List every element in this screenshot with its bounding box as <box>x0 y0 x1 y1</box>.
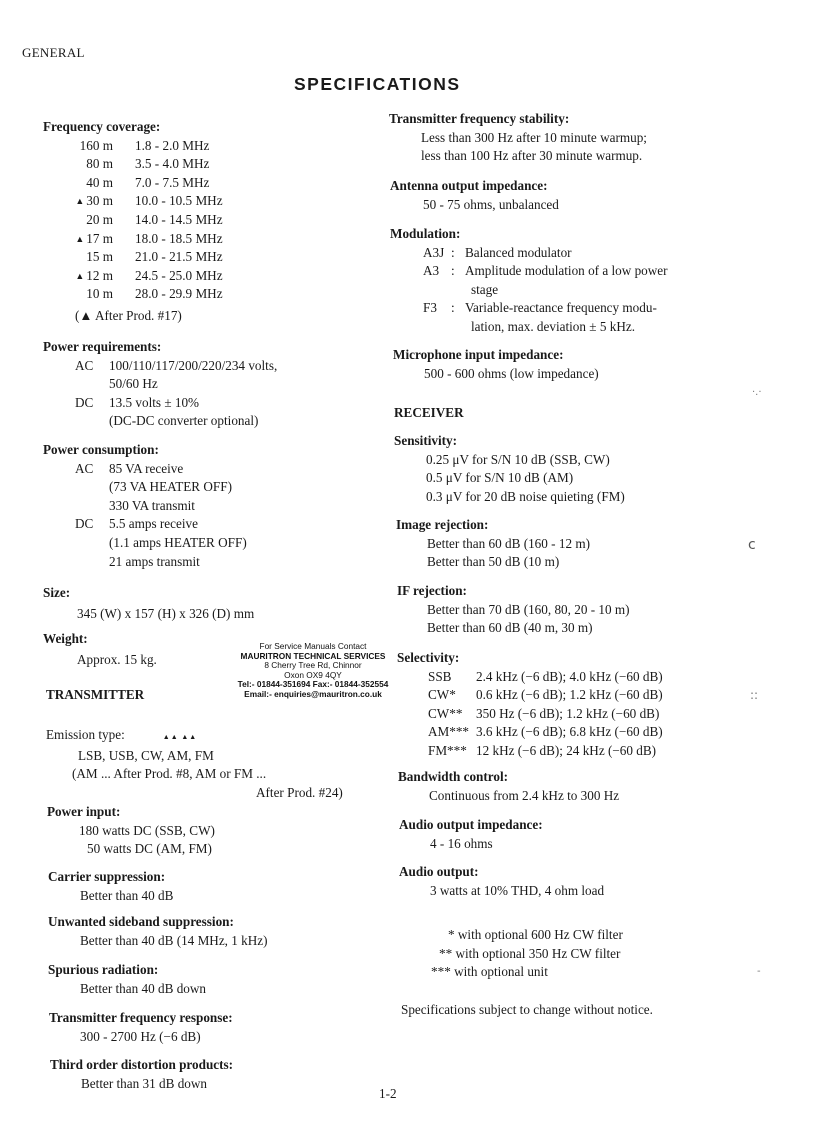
sensitivity-label: Sensitivity: <box>394 433 458 448</box>
service-contact-stamp <box>233 642 393 700</box>
weight-section <box>43 630 157 669</box>
bandwidth-control-section <box>398 768 619 805</box>
sensitivity-fm: 0.3 μV for 20 dB noise quieting (FM) <box>426 488 625 504</box>
spurious-radiation-label: Spurious radiation: <box>48 962 159 977</box>
third-order-label: Third order distortion products: <box>50 1057 234 1072</box>
unwanted-sideband-value: Better than 40 dB (14 MHz, 1 kHz) <box>80 932 268 948</box>
audio-output-value: 3 watts at 10% THD, 4 ohm load <box>430 882 605 898</box>
mode-f3: F3 <box>423 300 437 316</box>
frequency-response-value: 300 - 2700 Hz (−6 dB) <box>80 1028 201 1044</box>
modulation-section: Modulation: A3J : Balanced modulator A3 : Amplitude modulation of a low power stage F3 : Variable-reactance frequency modu- lation, max. deviation ± 5 kHz. <box>390 225 668 337</box>
band-name <box>43 211 113 230</box>
promo-line: Oxon OX9 4QY <box>284 669 342 680</box>
power-consumption-label: Power consumption: <box>43 442 159 457</box>
microphone-impedance-value: 500 - 600 ohms (low impedance) <box>424 365 599 381</box>
promo-phone: Tel:- 01844-351694 Fax:- 01844-352554 <box>237 679 389 690</box>
selectivity-table <box>397 668 663 761</box>
spurious-radiation-value: Better than 40 dB down <box>80 980 206 996</box>
stability-line1: Less than 300 Hz after 10 minute warmup; <box>421 129 647 145</box>
power-consumption-section <box>43 441 247 571</box>
triangle-marker-icon: ▲ <box>75 196 85 207</box>
mode-a3: A3 <box>423 263 440 279</box>
third-order-section <box>50 1056 233 1093</box>
dc-transmit: 21 amps transmit <box>109 553 200 569</box>
page-number: 1-2 <box>379 1086 397 1101</box>
band-name <box>43 192 113 211</box>
image-rejection-section <box>396 516 590 572</box>
band-range: 7.0 - 7.5 MHz <box>135 174 210 190</box>
band-list <box>43 137 223 304</box>
power-input-label: Power input: <box>47 804 121 819</box>
band-name <box>43 267 113 286</box>
audio-impedance-label: Audio output impedance: <box>399 817 543 832</box>
band-row <box>43 248 223 267</box>
band-name <box>43 248 113 267</box>
band-row <box>43 137 223 156</box>
band-range: 28.0 - 29.9 MHz <box>135 286 223 302</box>
ac-label: AC <box>75 357 94 373</box>
scan-speck: :: <box>750 688 759 702</box>
triangle-marker-icon: ▲ <box>75 233 85 244</box>
microphone-impedance-section <box>393 346 599 383</box>
footnote-2: ** with optional 350 Hz CW filter <box>439 945 621 961</box>
band-range: 1.8 - 2.0 MHz <box>135 137 210 153</box>
band-range: 3.5 - 4.0 MHz <box>135 156 210 172</box>
power-input-am: 50 watts DC (AM, FM) <box>87 841 212 857</box>
frequency-coverage-section <box>43 118 223 326</box>
audio-impedance-section <box>399 816 543 853</box>
band-row <box>43 174 223 193</box>
mode-f3-desc: Variable-reactance frequency modu- <box>465 300 657 316</box>
if-rejection-line1: Better than 70 dB (160, 80, 20 - 10 m) <box>427 601 630 617</box>
mode-a3j-desc: Balanced modulator <box>465 244 572 260</box>
antenna-impedance-section <box>390 177 559 214</box>
carrier-suppression-label: Carrier suppression: <box>48 869 166 884</box>
size-value: 345 (W) x 157 (H) x 326 (D) mm <box>77 605 255 621</box>
band-range: 18.0 - 18.5 MHz <box>135 230 223 246</box>
audio-impedance-value: 4 - 16 ohms <box>430 835 493 851</box>
band-row <box>43 267 223 286</box>
dc-label: DC <box>75 516 94 532</box>
page-title: SPECIFICATIONS <box>294 74 461 94</box>
scan-speck: c <box>748 537 756 553</box>
promo-email: Email:- enquiries@mauritron.co.uk <box>244 688 382 699</box>
if-rejection-section <box>397 582 630 638</box>
unwanted-sideband-section <box>48 913 268 950</box>
antenna-impedance-value: 50 - 75 ohms, unbalanced <box>423 196 559 212</box>
power-requirements-section <box>43 338 277 431</box>
band-name <box>43 174 113 193</box>
antenna-impedance-label: Antenna output impedance: <box>390 178 548 193</box>
band-label: 20 m <box>86 211 113 227</box>
unwanted-sideband-label: Unwanted sideband suppression: <box>48 914 234 929</box>
power-input-ssb: 180 watts DC (SSB, CW) <box>79 822 215 838</box>
receiver-heading: RECEIVER <box>394 405 464 420</box>
footnote-1: * with optional 600 Hz CW filter <box>448 927 623 942</box>
third-order-value: Better than 31 dB down <box>81 1075 207 1091</box>
sensitivity-ssb: 0.25 μV for S/N 10 dB (SSB, CW) <box>426 451 610 467</box>
band-row <box>43 230 223 249</box>
frequency-stability-section <box>389 110 647 166</box>
dc-voltage: 13.5 volts ± 10% <box>109 394 200 410</box>
band-label: 12 m <box>86 267 113 283</box>
carrier-suppression-section <box>48 868 173 905</box>
band-name <box>43 230 113 249</box>
selectivity-value: 0.6 kHz (−6 dB); 1.2 kHz (−60 dB) <box>476 687 663 703</box>
dc-converter-note: (DC-DC converter optional) <box>109 413 259 429</box>
selectivity-row <box>428 705 663 724</box>
sensitivity-section <box>394 432 625 506</box>
mode-a3-desc-cont: stage <box>471 281 499 297</box>
size-label: Size: <box>43 585 71 600</box>
promo-line: 8 Cherry Tree Rd, Chinnor <box>264 660 362 671</box>
spurious-radiation-section <box>48 961 206 998</box>
ac-transmit: 330 VA transmit <box>109 497 195 513</box>
emission-markers: ▲▲ ▲▲ <box>162 733 198 741</box>
frequency-response-label: Transmitter frequency response: <box>49 1010 233 1025</box>
size-section <box>43 584 254 623</box>
stability-line2: less than 100 Hz after 30 minute warmup. <box>421 148 643 164</box>
promo-line: For Service Manuals Contact <box>259 641 367 651</box>
band-label: 15 m <box>86 249 113 265</box>
selectivity-section <box>397 649 663 761</box>
power-input-section <box>47 803 215 859</box>
microphone-impedance-label: Microphone input impedance: <box>393 347 564 362</box>
section-header: GENERAL <box>22 45 85 60</box>
if-rejection-label: IF rejection: <box>397 583 467 598</box>
ac-label: AC <box>75 460 94 476</box>
band-label: 17 m <box>86 230 113 246</box>
dc-heater-off: (1.1 amps HEATER OFF) <box>109 534 247 550</box>
power-requirements-label: Power requirements: <box>43 339 162 354</box>
band-label: 160 m <box>79 137 113 153</box>
band-name <box>43 155 113 174</box>
change-notice: Specifications subject to change without notice. <box>401 1002 653 1017</box>
ac-voltage: 100/110/117/200/220/234 volts, <box>109 357 278 373</box>
band-label: 40 m <box>86 174 113 190</box>
selectivity-row <box>428 668 663 687</box>
selectivity-mode: CW* <box>428 687 456 703</box>
selectivity-mode: FM*** <box>428 742 467 758</box>
emission-note-cont: After Prod. #24) <box>256 784 343 800</box>
weight-value: Approx. 15 kg. <box>77 651 157 667</box>
emission-value: LSB, USB, CW, AM, FM <box>78 747 214 763</box>
band-row <box>43 155 223 174</box>
ac-receive: 85 VA receive <box>109 460 184 476</box>
selectivity-label: Selectivity: <box>397 650 460 665</box>
image-rejection-line1: Better than 60 dB (160 - 12 m) <box>427 535 590 551</box>
image-rejection-line2: Better than 50 dB (10 m) <box>427 554 560 570</box>
band-range: 24.5 - 25.0 MHz <box>135 267 223 283</box>
frequency-stability-label: Transmitter frequency stability: <box>389 111 570 126</box>
mode-a3j: A3J <box>423 244 445 260</box>
mode-a3-desc: Amplitude modulation of a low power <box>465 263 668 279</box>
selectivity-row <box>428 686 663 705</box>
band-range: 10.0 - 10.5 MHz <box>135 193 223 209</box>
bandwidth-control-value: Continuous from 2.4 kHz to 300 Hz <box>429 787 620 803</box>
bandwidth-control-label: Bandwidth control: <box>398 769 509 784</box>
band-label: 80 m <box>86 156 113 172</box>
footnote-3: *** with optional unit <box>431 964 548 980</box>
triangle-marker-icon: ▲ <box>75 270 85 281</box>
audio-output-label: Audio output: <box>399 864 479 879</box>
band-row <box>43 192 223 211</box>
scan-speck: ·.· <box>752 387 762 398</box>
selectivity-value: 2.4 kHz (−6 dB); 4.0 kHz (−60 dB) <box>476 668 663 684</box>
footnotes <box>430 926 623 982</box>
frequency-response-section <box>49 1009 233 1046</box>
carrier-suppression-value: Better than 40 dB <box>80 887 174 903</box>
band-note: (▲ After Prod. #17) <box>75 307 182 323</box>
mode-f3-desc-cont: lation, max. deviation ± 5 kHz. <box>471 318 635 334</box>
band-label: 10 m <box>86 286 113 302</box>
dc-receive: 5.5 amps receive <box>109 516 198 532</box>
dc-label: DC <box>75 394 94 410</box>
band-range: 14.0 - 14.5 MHz <box>135 211 223 227</box>
selectivity-mode: AM*** <box>428 724 470 740</box>
modulation-label: Modulation: <box>390 226 461 241</box>
band-row <box>43 285 223 304</box>
transmitter-heading: TRANSMITTER <box>46 687 145 702</box>
image-rejection-label: Image rejection: <box>396 517 489 532</box>
selectivity-row <box>428 723 663 742</box>
emission-note: (AM ... After Prod. #8, AM or FM ... <box>72 766 267 782</box>
emission-type-label: Emission type: <box>46 727 125 742</box>
ac-heater-off: (73 VA HEATER OFF) <box>109 479 232 495</box>
if-rejection-line2: Better than 60 dB (40 m, 30 m) <box>427 620 593 636</box>
band-row <box>43 211 223 230</box>
band-range: 21.0 - 21.5 MHz <box>135 249 223 265</box>
band-label: 30 m <box>86 193 113 209</box>
weight-label: Weight: <box>43 631 88 646</box>
band-name <box>43 137 113 156</box>
selectivity-value: 12 kHz (−6 dB); 24 kHz (−60 dB) <box>476 742 657 758</box>
audio-output-section <box>399 863 604 900</box>
band-name <box>43 285 113 304</box>
selectivity-value: 3.6 kHz (−6 dB); 6.8 kHz (−60 dB) <box>476 724 663 740</box>
selectivity-mode: SSB <box>428 668 452 684</box>
sensitivity-am: 0.5 μV for S/N 10 dB (AM) <box>426 470 574 486</box>
emission-type-section <box>46 726 343 802</box>
selectivity-row <box>428 742 663 761</box>
scan-speck: - <box>757 966 761 977</box>
ac-frequency: 50/60 Hz <box>109 376 158 392</box>
promo-company: MAURITRON TECHNICAL SERVICES <box>240 650 386 661</box>
selectivity-mode: CW** <box>428 705 463 721</box>
selectivity-value: 350 Hz (−6 dB); 1.2 kHz (−60 dB) <box>476 705 660 721</box>
frequency-coverage-label: Frequency coverage: <box>43 119 161 134</box>
